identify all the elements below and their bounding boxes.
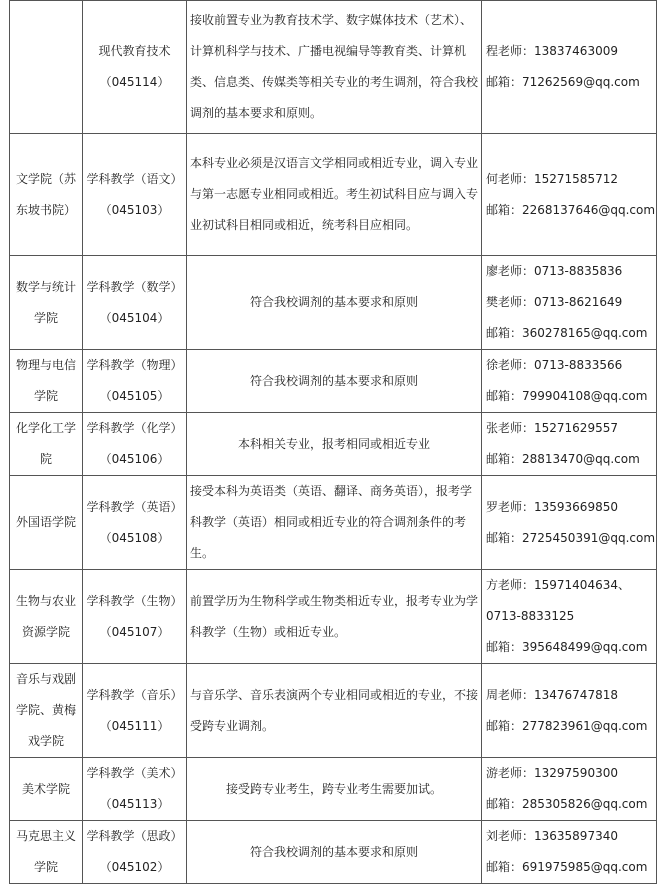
contact-cell: [482, 256, 657, 350]
major-name: 学科教学（生物）: [86, 593, 183, 608]
requirement-cell: 接受跨专业考生，跨专业考生需要加试。: [187, 758, 482, 821]
table-row: [10, 134, 657, 256]
requirement-cell: 接受本科为英语类（英语、翻译、商务英语），报考学科教学（英语）相同或相近专业的符合调剂条件的考生。: [187, 476, 482, 570]
major-name: 学科教学（数学）: [86, 279, 183, 294]
contact-teacher: 刘老师：13635897340: [486, 829, 618, 843]
contact-email: 邮箱：2725450391@qq.com: [486, 530, 656, 545]
table-row: [10, 476, 657, 570]
requirement-cell: 符合我校调剂的基本要求和原则: [187, 821, 482, 884]
major-code: （045113）: [99, 797, 170, 811]
contact-cell: [482, 134, 657, 256]
contact-cell: [482, 758, 657, 821]
major-name: 学科教学（英语）: [86, 499, 183, 514]
college-cell: 数学与统计学院: [10, 256, 83, 350]
major-code: （045111）: [99, 718, 170, 733]
contact-teacher: 张老师：15271629557: [486, 421, 618, 435]
college-cell: 外国语学院: [10, 476, 83, 570]
major-cell: [83, 664, 187, 758]
major-name: 学科教学（化学）: [86, 421, 183, 435]
major-code: （045107）: [99, 624, 170, 639]
major-cell: [83, 821, 187, 884]
contact-email: 邮箱：395648499@qq.com: [486, 640, 648, 654]
table-row: [10, 758, 657, 821]
table-row: [10, 413, 657, 476]
major-cell: [83, 476, 187, 570]
college-cell: 音乐与戏剧学院、黄梅戏学院: [10, 664, 83, 758]
contact-cell: [482, 1, 657, 134]
major-name: 现代教育技术: [98, 44, 171, 58]
major-cell: [83, 758, 187, 821]
contact-teacher: 樊老师：0713-8621649: [486, 295, 623, 309]
major-name: 学科教学（思政）: [86, 829, 183, 843]
contact-teacher: 方老师：15971404634、: [486, 578, 630, 592]
major-cell: [83, 413, 187, 476]
requirement-cell: 本科相关专业，报考相同或相近专业: [187, 413, 482, 476]
contact-teacher: 廖老师：0713-8835836: [486, 264, 623, 278]
major-name: 学科教学（语文）: [86, 171, 183, 186]
contact-cell: [482, 570, 657, 664]
college-cell: 物理与电信学院: [10, 350, 83, 413]
requirement-cell: 与音乐学、音乐表演两个专业相同或相近的专业，不接受跨专业调剂。: [187, 664, 482, 758]
major-cell: [83, 256, 187, 350]
major-cell: [83, 134, 187, 256]
major-cell: [83, 1, 187, 134]
major-code: （045114）: [99, 75, 170, 89]
contact-email: 邮箱：277823961@qq.com: [486, 718, 648, 733]
college-cell: 生物与农业资源学院: [10, 570, 83, 664]
requirement-cell: 本科专业必须是汉语言文学相同或相近专业，调入专业与第一志愿专业相同或相近。考生初试科目应与调入专业初试科目相同或相近，统考科目应相同。: [187, 134, 482, 256]
transfer-admission-table: [9, 0, 657, 884]
requirement-cell: 接收前置专业为教育技术学、数字媒体技术（艺术）、计算机科学与技术、广播电视编导等教育类、计算机类、信息类、传媒类等相关专业的考生调剂，符合我校调剂的基本要求和原则。: [187, 1, 482, 134]
contact-cell: [482, 413, 657, 476]
major-name: 学科教学（美术）: [86, 766, 183, 780]
major-code: （045103）: [99, 202, 170, 217]
contact-email: 邮箱：691975985@qq.com: [486, 860, 648, 874]
contact-email: 邮箱：799904108@qq.com: [486, 389, 648, 403]
college-cell: [10, 1, 83, 134]
college-cell: 马克思主义学院: [10, 821, 83, 884]
major-cell: [83, 350, 187, 413]
major-name: 学科教学（音乐）: [86, 687, 183, 702]
contact-cell: [482, 350, 657, 413]
contact-cell: [482, 476, 657, 570]
college-cell: 美术学院: [10, 758, 83, 821]
contact-email: 邮箱：285305826@qq.com: [486, 797, 648, 811]
major-code: （045104）: [99, 310, 170, 325]
contact-teacher: 何老师：15271585712: [486, 171, 618, 186]
requirement-cell: 前置学历为生物科学或生物类相近专业，报考专业为学科教学（生物）或相近专业。: [187, 570, 482, 664]
contact-teacher: 周老师：13476747818: [486, 687, 618, 702]
major-code: （045102）: [99, 860, 170, 874]
major-code: （045105）: [99, 389, 170, 403]
contact-teacher: 程老师：13837463009: [486, 44, 618, 58]
major-code: （045108）: [99, 530, 170, 545]
contact-phone: 0713-8833125: [486, 609, 575, 623]
contact-email: 邮箱：2268137646@qq.com: [486, 202, 656, 217]
table-row: [10, 1, 657, 134]
table-row: [10, 570, 657, 664]
major-code: （045106）: [99, 452, 170, 466]
contact-cell: [482, 664, 657, 758]
contact-teacher: 罗老师：13593669850: [486, 499, 618, 514]
table-row: [10, 256, 657, 350]
contact-email: 邮箱：71262569@qq.com: [486, 75, 640, 89]
contact-email: 邮箱：360278165@qq.com: [486, 326, 648, 340]
major-cell: [83, 570, 187, 664]
table-row: [10, 350, 657, 413]
requirement-cell: 符合我校调剂的基本要求和原则: [187, 256, 482, 350]
contact-cell: [482, 821, 657, 884]
college-cell: 化学化工学院: [10, 413, 83, 476]
table-row: [10, 664, 657, 758]
major-name: 学科教学（物理）: [86, 358, 183, 372]
contact-email: 邮箱：28813470@qq.com: [486, 452, 640, 466]
contact-teacher: 游老师：13297590300: [486, 766, 618, 780]
college-cell: 文学院（苏东坡书院）: [10, 134, 83, 256]
table-row: [10, 821, 657, 884]
contact-teacher: 徐老师：0713-8833566: [486, 358, 623, 372]
requirement-cell: 符合我校调剂的基本要求和原则: [187, 350, 482, 413]
